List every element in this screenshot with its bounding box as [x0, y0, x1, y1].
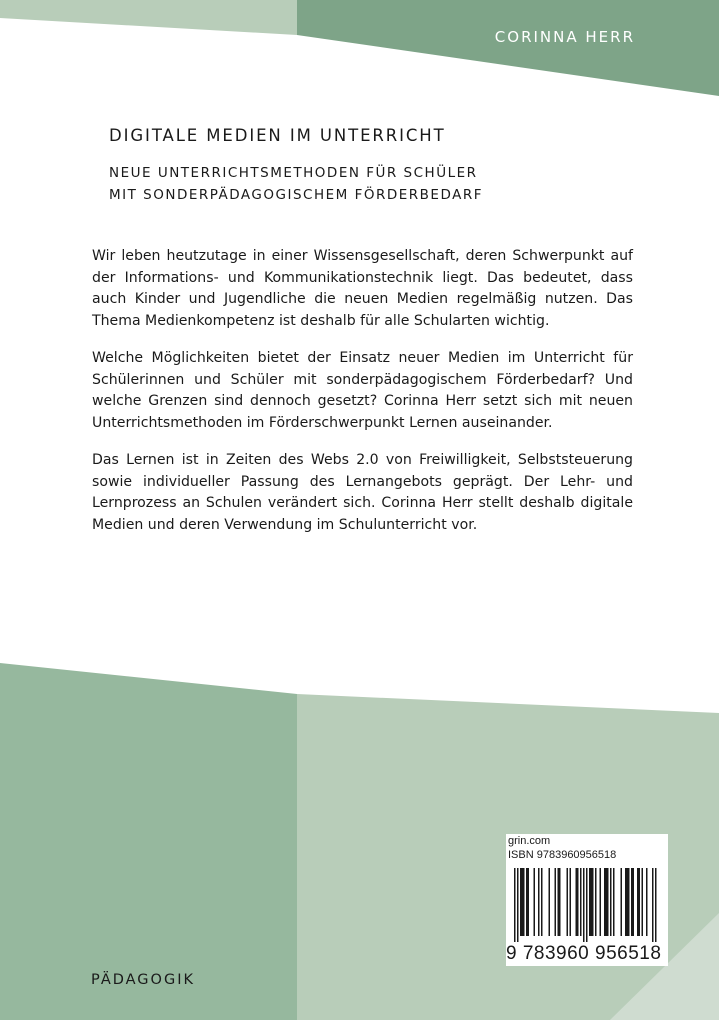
barcode-bar: [592, 868, 594, 936]
barcode-bar: [606, 868, 608, 936]
barcode-bar: [520, 868, 522, 936]
barcode-bar: [538, 868, 540, 936]
top-band-right: [297, 0, 719, 96]
barcode-bar: [631, 868, 633, 936]
barcode-bar: [523, 868, 525, 936]
barcode-bar: [607, 868, 609, 936]
barcode-bar: [646, 868, 648, 936]
category-label: PÄDAGOGIK: [91, 972, 195, 988]
barcode-bar: [637, 868, 639, 936]
bottom-band-left: [0, 663, 297, 1020]
barcode-bar: [639, 868, 641, 936]
barcode-bar: [625, 868, 627, 936]
barcode-bar: [549, 868, 551, 936]
barcode-bar: [589, 868, 591, 936]
blurb-paragraph-3: Das Lernen ist in Zeiten des Webs 2.0 von Freiwilligkeit, Selbststeuerung sowie individueller Passung des Lernangebots geprägt. Der Lehr- und Lernprozess an Schulen verändert sich. Corinna Herr stellt deshalb digitale Medien und deren Verwendung im Schulunterricht vor.: [92, 452, 633, 533]
barcode-bar: [655, 868, 657, 942]
barcode-bar: [576, 868, 578, 936]
barcode-bar: [591, 868, 593, 936]
barcode: [510, 868, 664, 942]
blurb: [92, 246, 633, 552]
subtitle-line-2: MIT SONDERPÄDAGOGISCHEM FÖRDERBEDARF: [109, 187, 483, 203]
barcode-bar: [583, 868, 585, 942]
barcode-bar: [628, 868, 630, 936]
barcode-bar: [570, 868, 572, 936]
barcode-bar: [613, 868, 615, 936]
barcode-bar: [526, 868, 528, 936]
barcode-bar: [559, 868, 561, 936]
barcode-bar: [610, 868, 612, 936]
barcode-bar: [558, 868, 560, 936]
barcode-bar: [522, 868, 524, 936]
barcode-bar: [627, 868, 629, 936]
publisher-website: grin.com: [508, 835, 551, 847]
barcode-bar: [555, 868, 557, 936]
isbn-barcode-block: [506, 834, 668, 966]
barcode-bar: [534, 868, 536, 936]
barcode-bar: [541, 868, 543, 936]
barcode-bar: [586, 868, 588, 942]
barcode-bar: [567, 868, 569, 936]
barcode-bar: [517, 868, 519, 942]
blurb-paragraph-2: Welche Möglichkeiten bietet der Einsatz neuer Medien im Unterricht für Schülerinnen und Schüler mit sonderpädagogischem Förderbedarf? Und welche Grenzen sind dennoch gesetzt? Corinna Herr setzt sich mit neuen Unterrichtsmethoden im Förderschwerpunkt Lernen auseinander.: [92, 350, 633, 431]
top-band-left: [0, 0, 297, 35]
barcode-bar: [514, 868, 516, 942]
barcode-bar: [528, 868, 530, 936]
barcode-bar: [642, 868, 644, 936]
subtitle-line-1: NEUE UNTERRICHTSMETHODEN FÜR SCHÜLER: [109, 165, 478, 181]
barcode-bar: [600, 868, 602, 936]
barcode-bar: [577, 868, 579, 936]
barcode-number: 9 783960 956518: [506, 943, 662, 964]
author-name: CORINNA HERR: [494, 28, 635, 46]
blurb-paragraph-1: Wir leben heutzutage in einer Wissensgesellschaft, deren Schwerpunkt auf der Informations- und Kommunikationstechnik liegt. Das bedeutet, dass auch Kinder und Jugendliche die neuen Medien regelmäßig nutzen. Das Thema Medienkompetenz ist deshalb für alle Schularten wichtig.: [92, 248, 633, 329]
book-title: DIGITALE MEDIEN IM UNTERRICHT: [109, 126, 446, 145]
isbn-label: ISBN 9783960956518: [508, 849, 617, 861]
barcode-bar: [580, 868, 582, 936]
book-subtitle: [109, 162, 483, 206]
barcode-bar: [595, 868, 597, 936]
barcode-bar: [652, 868, 654, 942]
barcode-bar: [621, 868, 623, 936]
barcode-bar: [604, 868, 606, 936]
barcode-bar: [633, 868, 635, 936]
